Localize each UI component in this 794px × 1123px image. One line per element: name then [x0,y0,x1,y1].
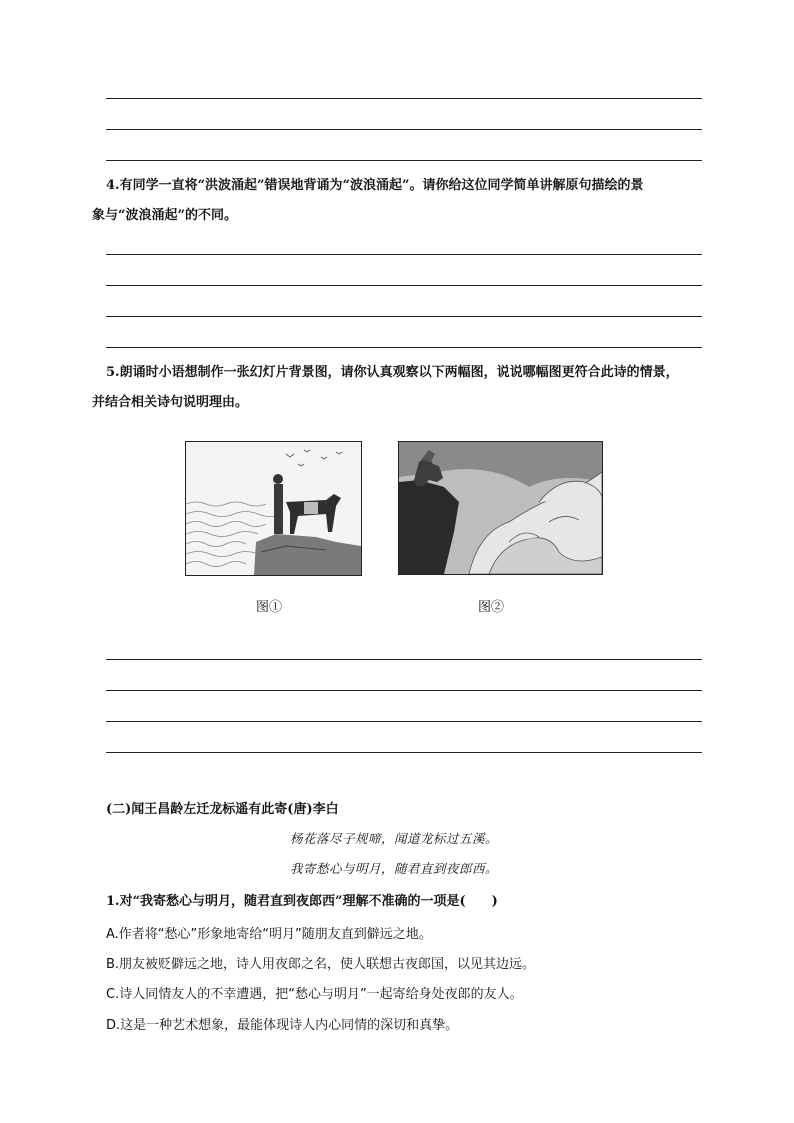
option-d: D.这是一种艺术想象，最能体现诗人内心同情的深切和真挚。 [106,1018,459,1033]
question-4-line2: 象与“波浪涌起”的不同。 [92,208,237,223]
question-1-stem: 1.对“我寄愁心与明月，随君直到夜郎西”理解不准确的一项是( ) [106,894,498,909]
poem-line-1: 杨花落尽子规啼，闻道龙标过五溪。 [290,831,499,846]
question-4-line1: 4.有同学一直将“洪波涌起”错误地背诵为“波浪涌起”。请你给这位同学简单讲解原句描绘的景 [106,178,644,193]
answer-line [106,285,702,286]
answer-line [106,659,702,660]
figure-1-drawing [186,442,361,575]
figure-1-image [185,441,362,576]
option-c: C.诗人同情友人的不幸遭遇，把“愁心与明月”一起寄给身处夜郎的友人。 [106,987,523,1002]
answer-line [106,129,702,130]
answer-line [106,347,702,348]
answer-line [106,316,702,317]
option-b: B.朋友被贬僻远之地，诗人用夜郎之名，使人联想古夜郎国，以见其边远。 [106,957,536,972]
answer-line [106,254,702,255]
answer-line [106,690,702,691]
section-2-title: (二)闻王昌龄左迁龙标遥有此寄(唐)李白 [106,802,339,817]
answer-line [106,98,702,99]
question-5-line2: 并结合相关诗句说明理由。 [92,395,249,410]
answer-line [106,721,702,722]
figure-2-image [398,441,603,575]
answer-line [106,160,702,161]
poem-line-2: 我寄愁心与明月，随君直到夜郎西。 [290,861,499,876]
figure-2-caption: 图② [478,600,505,615]
question-5-line1: 5.朗诵时小语想制作一张幻灯片背景图，请你认真观察以下两幅图，说说哪幅图更符合此诗的情景， [106,365,679,380]
figure-1-caption: 图① [256,600,283,615]
option-a: A.作者将“愁心”形象地寄给“明月”随朋友直到僻远之地。 [106,927,432,942]
figure-2-drawing [399,442,602,574]
answer-line [106,752,702,753]
